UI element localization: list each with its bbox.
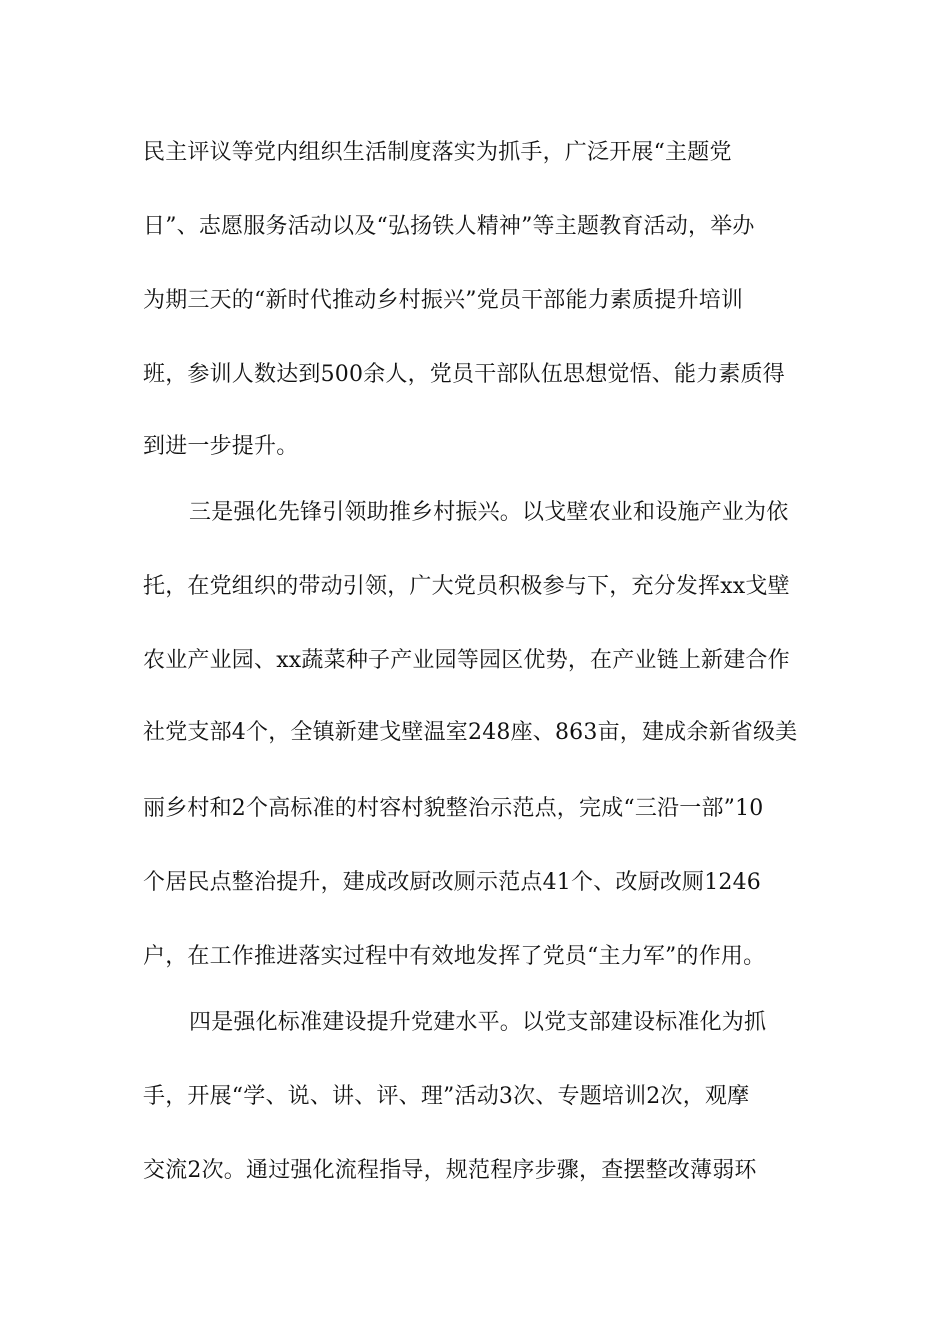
- text-line: 交流2次。通过强化流程指导，规范程序步骤，查摆整改薄弱环: [143, 1158, 757, 1183]
- text-line: 社党支部4个，全镇新建戈壁温室248座、863亩，建成余新省级美: [143, 720, 798, 745]
- text-line: 到进一步提升。: [143, 434, 299, 459]
- text-line: 日”、志愿服务活动以及“弘扬铁人精神”等主题教育活动，举办: [143, 214, 755, 239]
- text-line: 为期三天的“新时代推动乡村振兴”党员干部能力素质提升培训: [143, 288, 744, 313]
- text-line: 班，参训人数达到500余人，党员干部队伍思想觉悟、能力素质得: [143, 362, 785, 387]
- paragraph-start-line: 四是强化标准建设提升党建水平。以党支部建设标准化为抓: [189, 1010, 767, 1035]
- text-line: 手，开展“学、说、讲、评、理”活动3次、专题培训2次，观摩: [143, 1084, 750, 1109]
- text-line: 个居民点整治提升，建成改厨改厕示范点41个、改厨改厕1246: [143, 870, 761, 895]
- paragraph-start-line: 三是强化先锋引领助推乡村振兴。以戈壁农业和设施产业为依: [189, 500, 789, 525]
- text-line: 农业产业园、xx蔬菜种子产业园等园区优势，在产业链上新建合作: [143, 648, 790, 673]
- text-line: 户，在工作推进落实过程中有效地发挥了党员“主力军”的作用。: [143, 944, 766, 969]
- text-line: 丽乡村和2个高标准的村容村貌整治示范点，完成“三沿一部”10: [143, 796, 764, 821]
- text-line: 托，在党组织的带动引领，广大党员积极参与下，充分发挥xx戈壁: [143, 574, 790, 599]
- text-line: 民主评议等党内组织生活制度落实为抓手，广泛开展“主题党: [143, 140, 732, 165]
